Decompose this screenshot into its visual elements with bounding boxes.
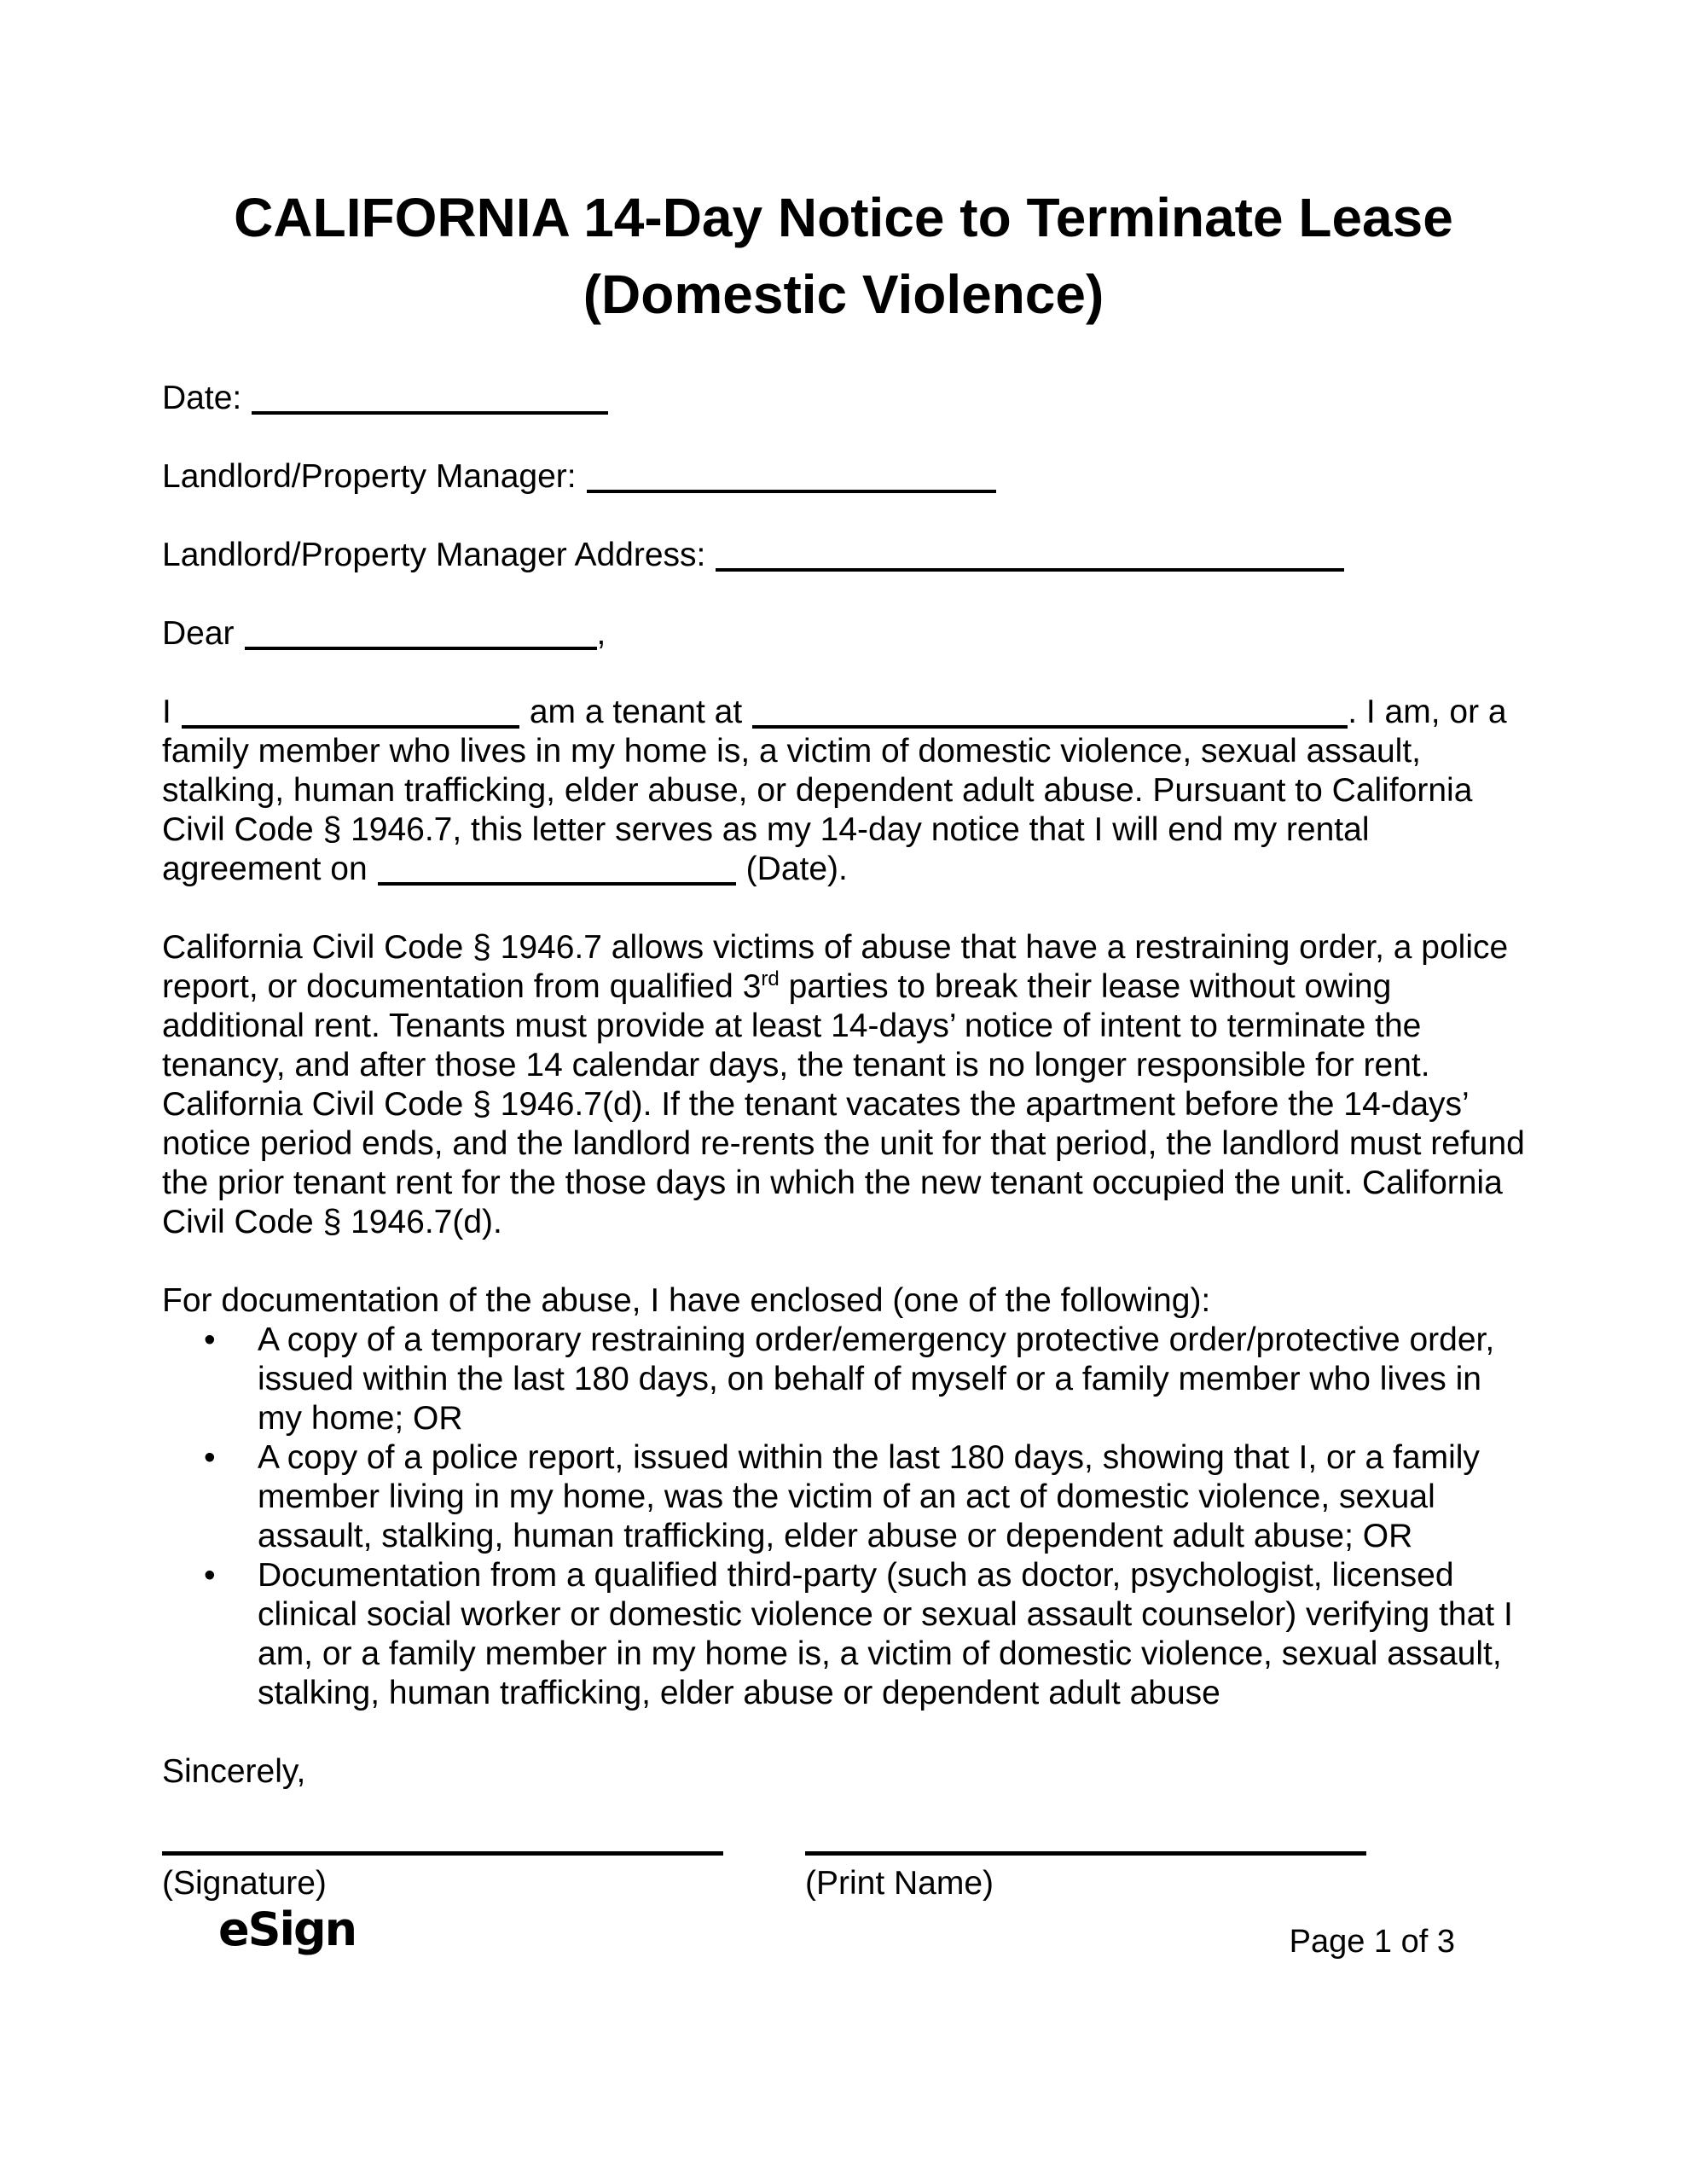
landlord-address-field-line [162,536,1525,575]
print-name-label: (Print Name) [805,1865,994,1902]
print-name-line [805,1851,1366,1856]
date-field-line [162,379,1525,418]
termination-date-blank [378,857,736,886]
closing-salutation: Sincerely, [162,1753,306,1790]
intro-paragraph [162,693,1525,889]
intro-date-suffix: (Date). [745,851,848,887]
intro-tenant-at: am a tenant at [529,694,743,730]
legal-text-before-sup: California Civil Code § 1946.7 allows victims of abuse that have a restraining order, a police report, or documentation from qualified 3 [162,929,1509,1005]
signature-label: (Signature) [162,1865,327,1902]
title-line-2: (Domestic Violence) [583,264,1104,325]
list-item [162,1556,1525,1713]
landlord-label: Landlord/Property Manager: [162,458,577,495]
page-footer [0,1903,1687,2006]
salutation-label: Dear [162,615,235,652]
list-item [162,1438,1525,1556]
salutation-comma: , [596,615,606,652]
title-line-1: CALIFORNIA 14-Day Notice to Terminate Lease [234,187,1453,248]
landlord-name-blank [587,464,996,493]
landlord-address-label: Landlord/Property Manager Address: [162,537,706,573]
list-item-text: A copy of a temporary restraining order/emergency protective order/protective order, issued within the last 180 days, on behalf of myself or a family member who lives in my home; OR [258,1321,1495,1437]
intro-lead: I [162,694,171,730]
ordinal-superscript: rd [761,967,780,990]
enclosure-list [162,1321,1525,1713]
date-blank [252,386,608,415]
landlord-field-line [162,457,1525,497]
bullet-icon: • [204,1321,216,1358]
date-label: Date: [162,380,242,416]
enclosures-intro: For documentation of the abuse, I have enclosed (one of the following): [162,1282,1211,1319]
esign-logo: eSign [218,1902,357,1956]
tenant-name-blank [182,700,519,729]
legal-text-after-sup: parties to break their lease without owing additional rent. Tenants must provide at least 14-days’ notice of intent to terminate the tenancy, and after those 14 calendar days, the tenant is no longer responsible for rent. California Civil Code § 1946.7(d). If the tenant vacates the apartment before the 14-days’ notice period ends, and the landlord re-rents the unit for that period, the landlord must refund the prior tenant rent for the those days in which the new tenant occupied the unit. California Civil Code § 1946.7(d). [162,968,1525,1240]
legal-paragraph [162,928,1525,1242]
intro-body-text: . I am, or a family member who lives in my home is, a victim of domestic violence, sexual assault, stalking, human trafficking, elder abuse, or dependent adult abuse. Pursuant to California Civil Code § 1946.7, this letter serves as my 14-day notice that I will end my rental agreement on [162,694,1507,887]
signature-row [162,1851,1525,1903]
salutation-line [162,614,1525,653]
bullet-icon: • [204,1557,216,1594]
list-item-text: A copy of a police report, issued within the last 180 days, showing that I, or a family member living in my home, was the victim of an act of domestic violence, sexual assault, stalking, human trafficking, elder abuse or dependent adult abuse; OR [258,1439,1480,1554]
page-indicator: Page 1 of 3 [1289,1924,1455,1960]
signature-line [162,1851,723,1856]
print-name-block [805,1851,1366,1903]
list-item-text: Documentation from a qualified third-party (such as doctor, psychologist, licensed clinical social worker or domestic violence or sexual assault counselor) verifying that I am, or a family member in my home is, a victim of domestic violence, sexual assault, stalking, human trafficking, elder abuse or dependent adult abuse [258,1557,1513,1711]
page-title [162,179,1525,333]
landlord-address-blank [716,543,1344,572]
salutation-name-blank [245,621,597,650]
bullet-icon: • [204,1439,216,1476]
signature-block [162,1851,723,1903]
list-item [162,1321,1525,1438]
property-address-blank [752,700,1348,729]
